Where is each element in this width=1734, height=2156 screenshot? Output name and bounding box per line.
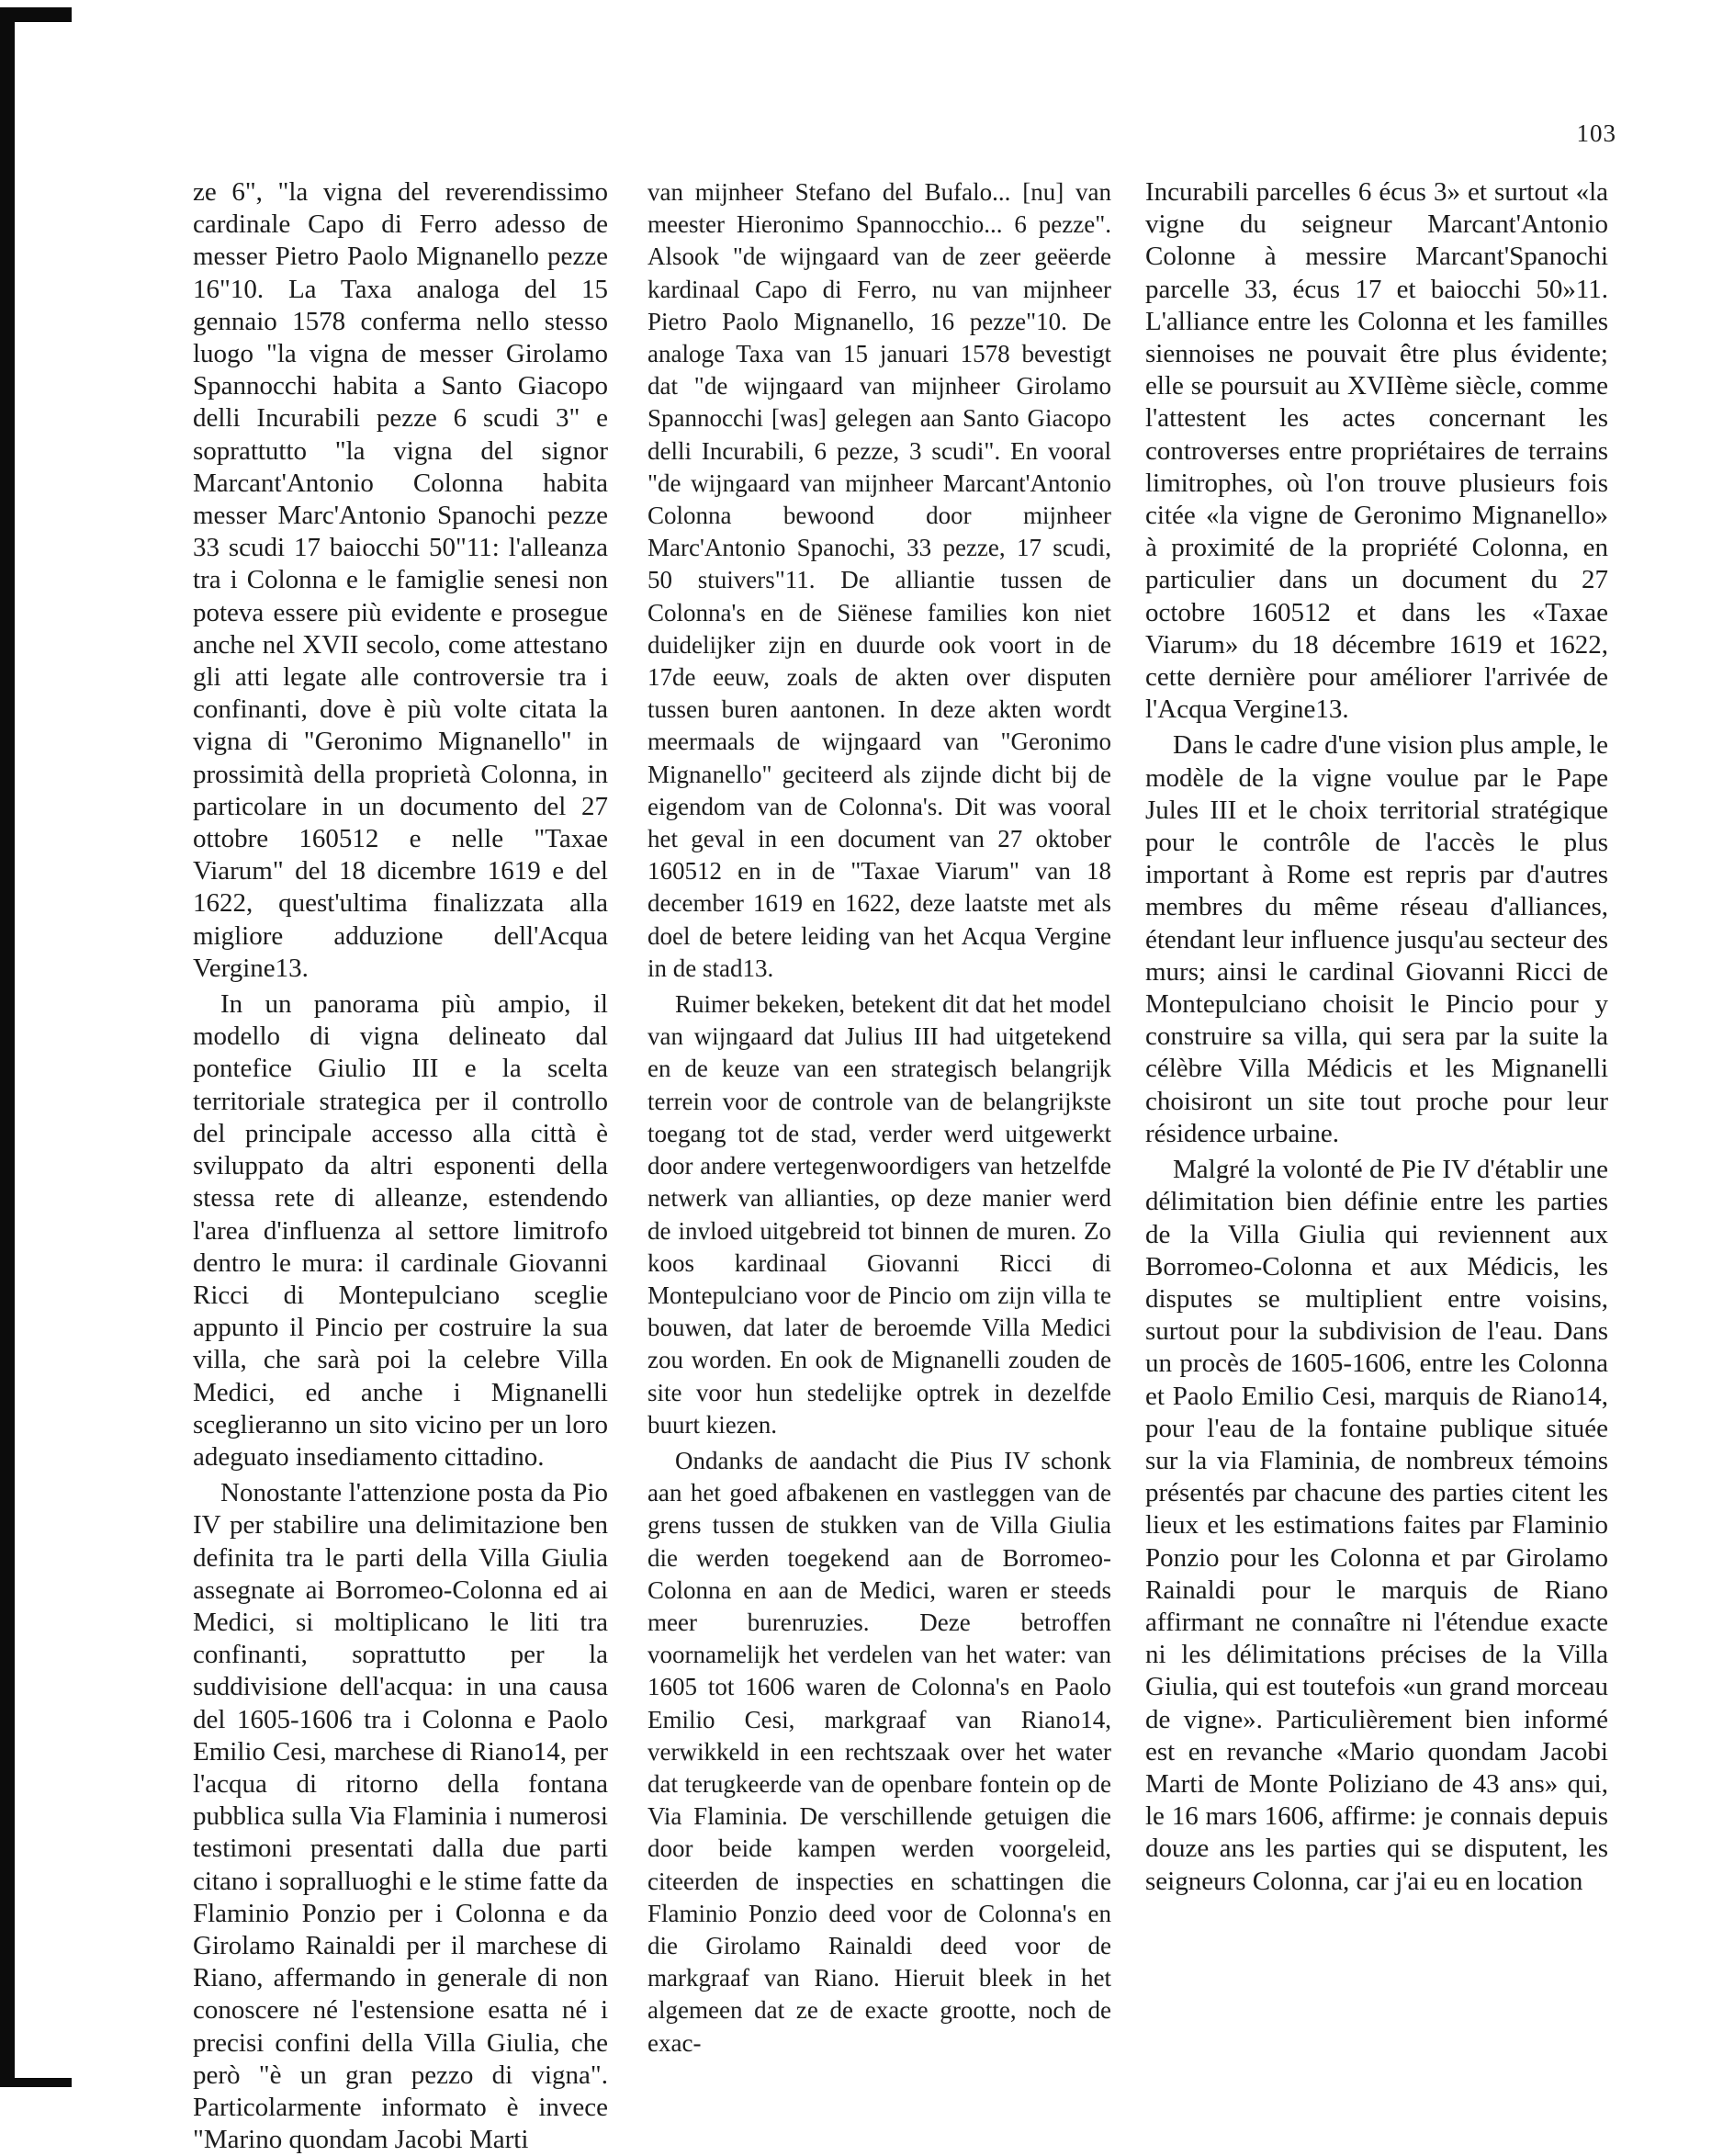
scan-border-bottom — [0, 2078, 72, 2087]
dutch-column — [647, 176, 1111, 2060]
dutch-paragraph-3: Ondanks de aandacht die Pius IV schonk aan het goed afbakenen en vastleggen van de grens tussen de stukken van de Villa Giulia die werden toegekend aan de Borromeo-Colonna en aan de Medici, waren er steeds meer burenruzies. Deze betroffen voornamelijk het verdelen van het water: van 1605 tot 1606 waren de Colonna's en Paolo Emilio Cesi, markgraaf van Riano14, verwikkeld in een rechtszaak over het water dat terugkeerde van de openbare fontein op de Via Flaminia. De verschillende getuigen die door beide kampen werden voorgeleid, citeerden de inspecties en schattingen die Flaminio Ponzio deed voor de Colonna's en die Girolamo Rainaldi deed voor de markgraaf van Riano. Hieruit bleek in het algemeen dat ze de exacte grootte, noch de exac- — [647, 1446, 1111, 2057]
dutch-paragraph-1: van mijnheer Stefano del Bufalo... [nu] van meester Hieronimo Spannocchio... 6 pezze". Alsook "de wijngaard van de zeer geëerde kardinaal Capo di Ferro, nu van mijnheer Pietro Paolo Mignanello, 16 pezze"10. De analoge Taxa van 15 januari 1578 bevestigt dat "de wijngaard van mijnheer Girolamo Spannocchi [was] gelegen aan Santo Giacopo delli Incurabili, 6 pezze, 3 scudi". En vooral "de wijngaard van mijnheer Marcant'Antonio Colonna bewoond door mijnheer Marc'Antonio Spanochi, 33 pezze, 17 scudi, 50 stuivers"11. De alliantie tussen de Colonna's en de Siënese families kon niet duidelijker zijn en duurde ook voort in de 17de eeuw, zoals de akten over disputen tussen buren aantonen. In deze akten wordt meermaals de wijngaard van "Geronimo Mignanello" geciteerd als zijnde dicht bij de eigendom van de Colonna's. Dit was vooral het geval in een document van 27 oktober 160512 en in de "Taxae Viarum" van 18 december 1619 en 1622, deze laatste met als doel de betere leiding van het Acqua Vergine in de stad13. — [647, 178, 1111, 982]
french-column — [1145, 176, 1608, 1898]
italian-paragraph-2: In un panorama più ampio, il modello di vigna delineato dal pontefice Giulio III e la scelta territoriale strategica per il controllo del principale accesso alla città è sviluppato da altri esponenti della stessa rete di alleanze, estendendo l'area d'influenza al settore limitrofo dentro le mura: il cardinale Giovanni Ricci di Montepulciano sceglie appunto il Pincio per costruire la sua villa, che sarà poi la celebre Villa Medici, ed anche i Mignanelli sceglieranno un sito vicino per un loro adeguato insediamento cittadino. — [193, 989, 608, 1472]
italian-paragraph-1: ze 6", "la vigna del reverendissimo cardinale Capo di Ferro adesso de messer Pietro Paolo Mignanello pezze 16"10. La Taxa analoga del 15 gennaio 1578 conferma nello stesso luogo "la vigna de messer Girolamo Spannocchi habita a Santo Giacopo delli Incurabili pezze 6 scudi 3" e soprattutto "la vigna del signor Marcant'Antonio Colonna habita messer Marc'Antonio Spanochi pezze 33 scudi 17 baiocchi 50"11: l'alleanza tra i Colonna e le famiglie senesi non poteva essere più evidente e prosegue anche nel XVII secolo, come attestano gli atti legate alle controversie tra i confinanti, dove è più volte citata la vigna di "Geronimo Mignanello" in prossimità della proprietà Colonna, in particolare in un documento del 27 ottobre 160512 e nelle "Taxae Viarum" del 18 dicembre 1619 e del 1622, quest'ultima finalizzata alla migliore adduzione dell'Acqua Vergine13. — [193, 177, 608, 983]
italian-paragraph-3: Nonostante l'attenzione posta da Pio IV per stabilire una delimitazione ben definita tra le parti della Villa Giulia assegnate ai Borromeo-Colonna ed ai Medici, si moltiplicano le liti tra confinanti, soprattutto per la suddivisione dell'acqua: in una causa del 1605-1606 tra i Colonna e Paolo Emilio Cesi, marchese di Riano14, per l'acqua di ritorno della fontana pubblica sulla Via Flaminia i numerosi testimoni presentati dalla due parti citano i sopralluoghi e le stime fatte da Flaminio Ponzio per i Colonna e da Girolamo Rainaldi per il marchese di Riano, affermando in generale di non conoscere né l'estensione esatta né i precisi confini della Villa Giulia, che però "è un gran pezzo di vigna". Particolarmente informato è invece "Marino quondam Jacobi Marti — [193, 1478, 608, 2155]
page-number: 103 — [1576, 119, 1616, 147]
dutch-paragraph-2: Ruimer bekeken, betekent dit dat het model van wijngaard dat Julius III had uitgetekend en de keuze van een strategisch belangrijk terrein voor de controle van de belangrijkste toegang tot de stad, verder werd uitgewerkt door andere vertegenwoordigers van hetzelfde netwerk van allianties, op deze manier werd de invloed uitgebreid tot binnen de muren. Zo koos kardinaal Giovanni Ricci di Montepulciano voor de Pincio om zijn villa te bouwen, dat later de beroemde Villa Medici zou worden. En ook de Mignanelli zouden de site voor hun stedelijke optrek in dezelfde buurt kiezen. — [647, 990, 1111, 1439]
italian-column — [193, 176, 608, 2156]
scan-border-left — [0, 7, 15, 2083]
french-paragraph-3: Malgré la volonté de Pie IV d'établir une délimitation bien définie entre les parties de la Villa Giulia qui reviennent aux Borromeo-Colonna et aux Médicis, les disputes se multiplient entre voisins, surtout pour la subdivision de l'eau. Dans un procès de 1605-1606, entre les Colonna et Paolo Emilio Cesi, marquis de Riano14, pour l'eau de la fontaine publique située sur la via Flaminia, de nombreux témoins présentés par chacune des parties citent les lieux et les estimations faites par Flaminio Ponzio pour les Colonna et par Girolamo Rainaldi pour le marquis de Riano affirmant ne connaître ni l'étendue exacte ni les délimitations précises de la Villa Giulia, qui est toutefois «un grand morceau de vigne». Particulièrement bien informé est en revanche «Mario quondam Jacobi Marti de Monte Poliziano de 43 ans» qui, le 16 mars 1606, affirme: je connais depuis douze ans les parties qui se disputent, les seigneurs Colonna, car j'ai eu en location — [1145, 1155, 1608, 1896]
french-paragraph-1: Incurabili parcelles 6 écus 3» et surtout «la vigne du seigneur Marcant'Antonio Colonne à messire Marcant'Spanochi parcelle 33, écus 17 et baiocchi 50»11. L'alliance entre les Colonna et les familles siennoises ne pouvait être plus évidente; elle se poursuit au XVIIème siècle, comme l'attestent les actes concernant les controverses entre propriétaires de terrains limitrophes, où l'on trouve plusieurs fois citée «la vigne de Geronimo Mignanello» à proximité de la propriété Colonna, en particulier dans un document du 27 octobre 160512 et dans les «Taxae Viarum» du 18 décembre 1619 et 1622, cette dernière pour améliorer l'arrivée de l'Acqua Vergine13. — [1145, 177, 1608, 725]
french-paragraph-2: Dans le cadre d'une vision plus ample, le modèle de la vigne voulue par le Pape Jules III et le choix territorial stratégique pour le contrôle de l'accès le plus important à Rome est repris par d'autres membres du même réseau d'alliances, étendant leur influence jusqu'au secteur des murs; ainsi le cardinal Giovanni Ricci de Montepulciano choisit le Pincio pour y construire sa villa, qui sera par la suite la célèbre Villa Médicis et les Mignanelli choisiront un site tout proche pour leur résidence urbaine. — [1145, 730, 1608, 1148]
